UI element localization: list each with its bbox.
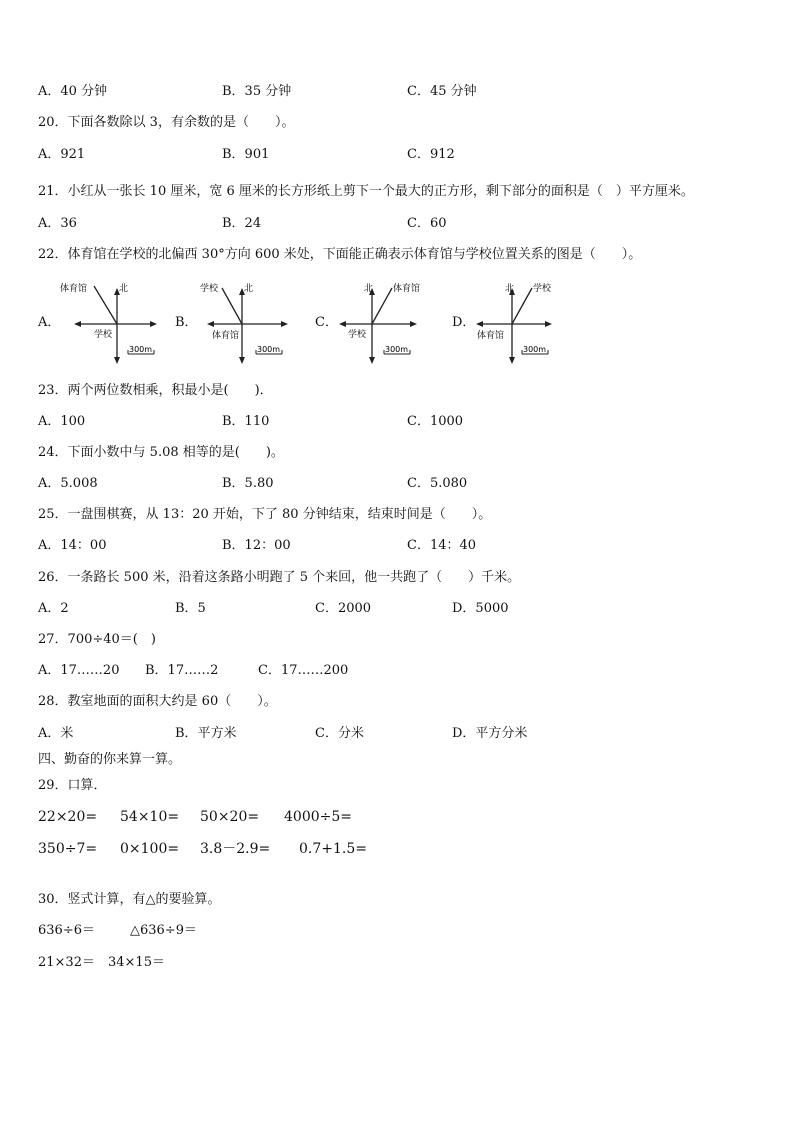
q22-diagram-d <box>475 280 575 364</box>
q22-diagram-b <box>198 280 298 364</box>
q25-option-a: A．14：00 <box>38 538 107 553</box>
q23-option-a: A．100 <box>38 414 86 429</box>
question-25: 25．一盘围棋赛，从 13：20 开始，下了 80 分钟结束，结束时间是（ ）。 <box>38 507 492 522</box>
q24-option-a: A．5.008 <box>38 476 98 491</box>
q24-option-c: C．5.080 <box>407 476 468 491</box>
q26-option-b: B．5 <box>175 601 206 616</box>
school-label: 学校 <box>94 330 113 340</box>
section-4-title: 四、勤奋的你来算一算。 <box>38 752 182 767</box>
q26-option-d: D．5000 <box>452 601 509 616</box>
q24-option-b: B．5.80 <box>222 476 274 491</box>
q27-option-b: B．17……2 <box>145 663 219 678</box>
gym-label: 体育馆 <box>212 331 240 341</box>
q20-option-c: C．912 <box>407 147 455 162</box>
q30-item: 34×15＝ <box>108 955 165 970</box>
q28-option-b: B．平方米 <box>175 726 237 741</box>
question-26: 26．一条路长 500 米，沿着这条路小明跑了 5 个来回，他一共跑了（ ）千米。 <box>38 570 521 585</box>
q27-option-a: A．17……20 <box>38 663 120 678</box>
q23-option-c: C．1000 <box>407 414 464 429</box>
scale-label: 300m <box>385 345 409 354</box>
north-label: 北 <box>505 284 515 294</box>
school-label: 学校 <box>533 284 552 294</box>
q30-item: △636÷9＝ <box>130 923 197 938</box>
q29-item: 50×20= <box>200 809 260 825</box>
gym-label: 体育馆 <box>477 331 505 341</box>
q21-option-a: A．36 <box>38 216 77 231</box>
q23-option-b: B．110 <box>222 414 270 429</box>
north-label: 北 <box>364 284 374 294</box>
q20-option-a: A．921 <box>38 147 86 162</box>
q20-option-b: B．901 <box>222 147 270 162</box>
q22-diagram-a <box>60 280 160 364</box>
q19-option-c: C．45 分钟 <box>407 84 477 99</box>
gym-label: 体育馆 <box>60 284 88 294</box>
question-30: 30．竖式计算，有△的要验算。 <box>38 892 221 907</box>
q29-item: 0.7+1.5= <box>299 841 367 857</box>
q29-item: 4000÷5= <box>284 809 352 825</box>
school-label: 学校 <box>200 284 219 294</box>
question-21: 21．小红从一张长 10 厘米，宽 6 厘米的长方形纸上剪下一个最大的正方形，剩下部分的面积是（ ）平方厘米。 <box>38 184 694 199</box>
north-label: 北 <box>244 284 254 294</box>
scale-label: 300m <box>523 345 547 354</box>
q29-item: 54×10= <box>120 809 180 825</box>
q21-option-c: C．60 <box>407 216 447 231</box>
q25-option-c: C．14：40 <box>407 538 477 553</box>
q28-option-c: C．分米 <box>315 726 364 741</box>
q22-option-b-letter: B． <box>175 315 198 330</box>
question-24: 24．下面小数中与 5.08 相等的是( )。 <box>38 445 284 460</box>
scale-label: 300m <box>129 345 153 354</box>
q28-option-a: A．米 <box>38 726 74 741</box>
q25-option-b: B．12：00 <box>222 538 291 553</box>
q21-option-b: B．24 <box>222 216 262 231</box>
q26-option-c: C．2000 <box>315 601 372 616</box>
q30-item: 21×32＝ <box>38 955 95 970</box>
q30-item: 636÷6＝ <box>38 923 95 938</box>
question-22: 22．体育馆在学校的北偏西 30°方向 600 米处，下面能正确表示体育馆与学校位置关系的图是（ ）。 <box>38 247 642 262</box>
question-23: 23．两个两位数相乘，积最小是( )． <box>38 383 273 398</box>
q29-item: 3.8－2.9= <box>200 841 271 857</box>
north-label: 北 <box>119 284 129 294</box>
question-27: 27．700÷40＝( ) <box>38 632 156 647</box>
q29-item: 22×20= <box>38 809 98 825</box>
q27-option-c: C．17……200 <box>258 663 349 678</box>
q22-option-c-letter: C． <box>315 315 338 330</box>
q26-option-a: A．2 <box>38 601 69 616</box>
q22-option-a-letter: A． <box>38 315 61 330</box>
q19-option-a: A．40 分钟 <box>38 84 108 99</box>
q29-item: 350÷7= <box>38 841 98 857</box>
q29-item: 0×100= <box>120 841 180 857</box>
q22-diagram-c <box>338 280 438 364</box>
question-29: 29．口算． <box>38 778 107 793</box>
q28-option-d: D．平方分米 <box>452 726 528 741</box>
q19-option-b: B．35 分钟 <box>222 84 292 99</box>
question-20: 20．下面各数除以 3，有余数的是（ ）。 <box>38 115 295 130</box>
school-label: 学校 <box>348 330 367 340</box>
q22-option-d-letter: D． <box>452 315 476 330</box>
gym-label: 体育馆 <box>393 284 421 294</box>
scale-label: 300m <box>257 345 281 354</box>
question-28: 28．教室地面的面积大约是 60（ ）。 <box>38 694 277 709</box>
